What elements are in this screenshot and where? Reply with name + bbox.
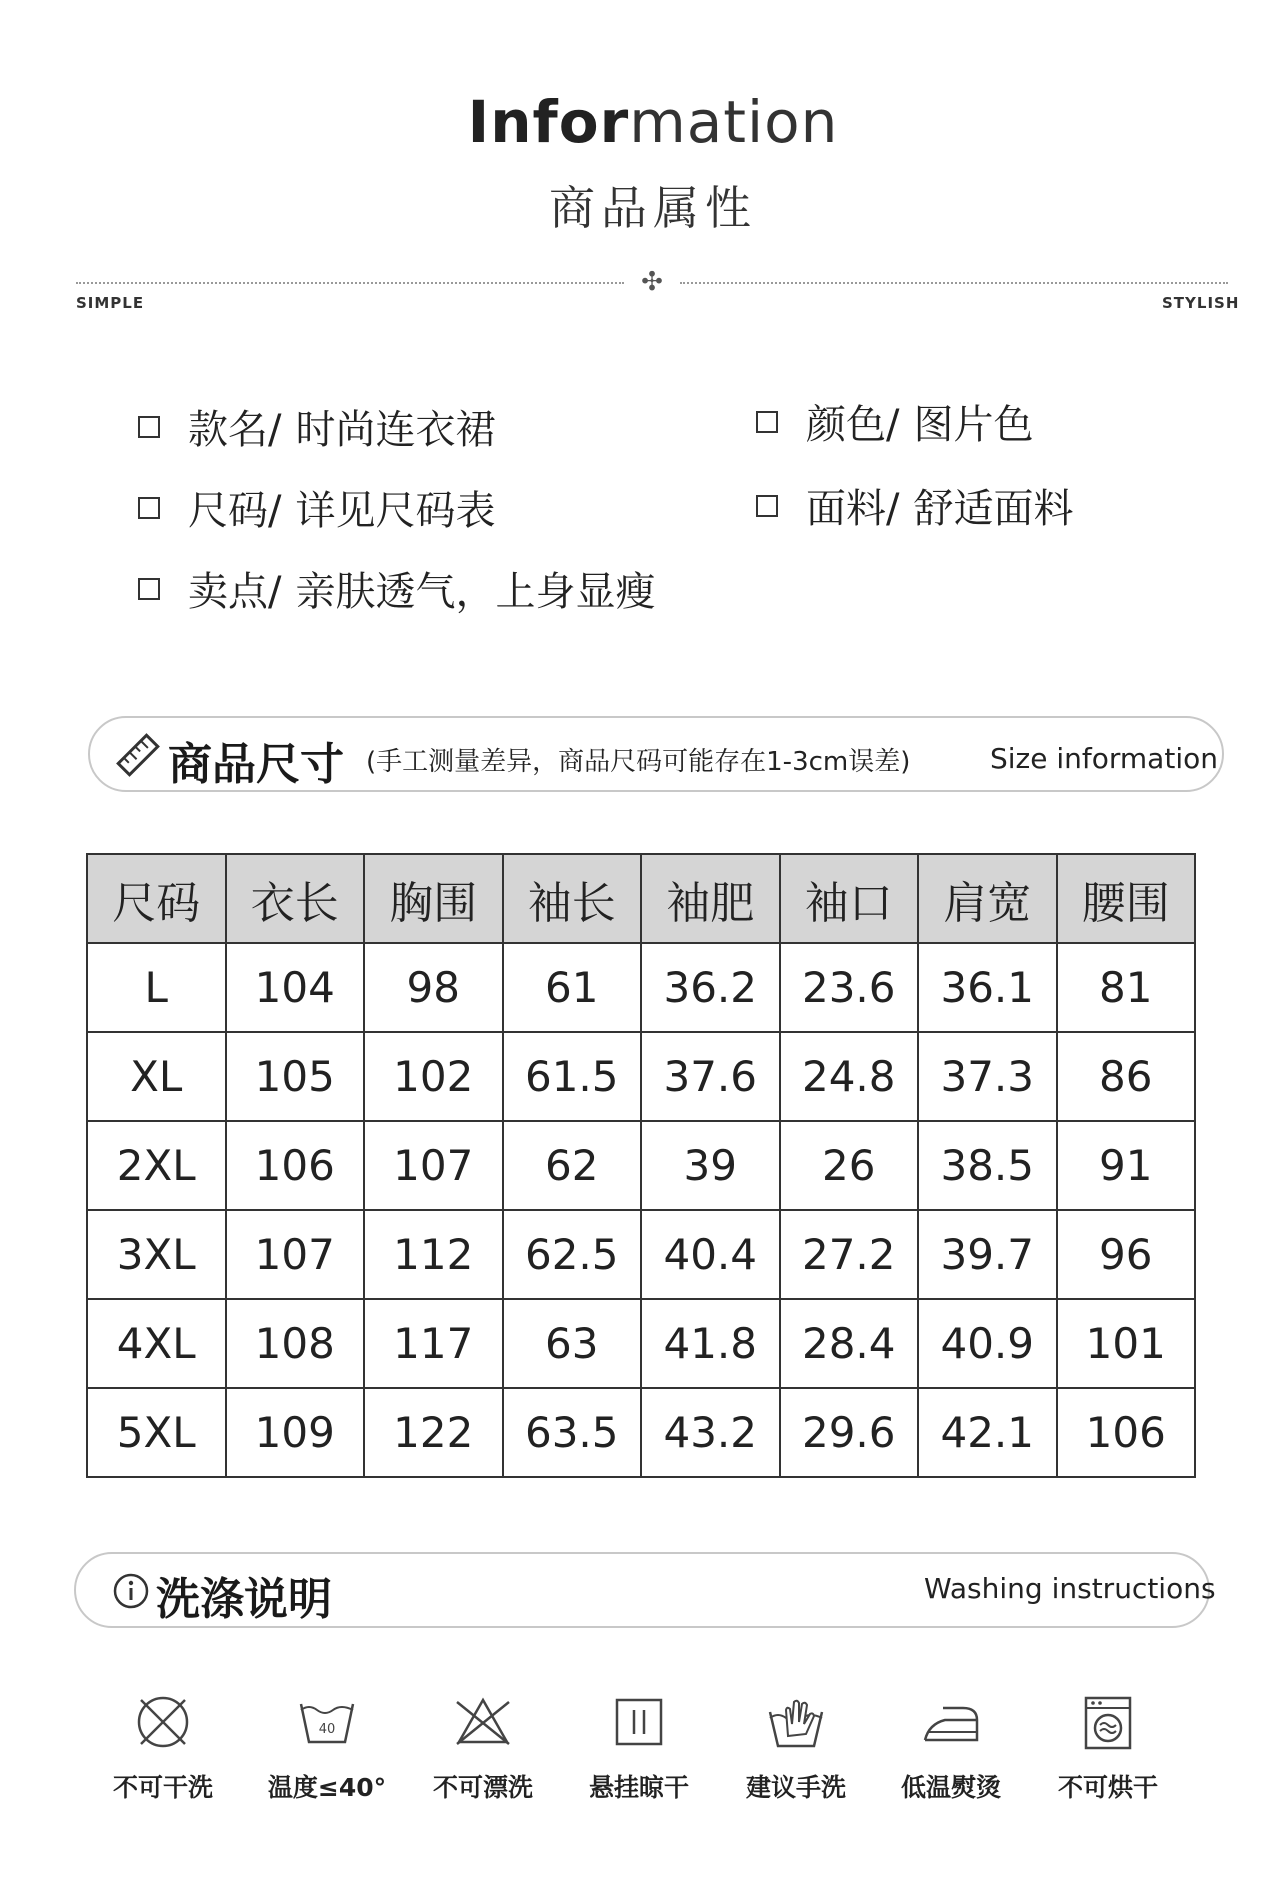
table-cell: 106 <box>226 1121 365 1210</box>
wash-label: 悬挂晾干 <box>588 1773 689 1802</box>
checkbox-icon <box>756 495 778 517</box>
table-cell: 26 <box>780 1121 919 1210</box>
table-cell: 36.2 <box>641 943 780 1032</box>
diamond-cross-icon: ✣ <box>641 267 663 297</box>
wash-item-no-bleach <box>408 1690 558 1804</box>
wash-label: 低温熨烫 <box>900 1773 1001 1802</box>
attr-value: 详见尺码表 <box>295 488 496 534</box>
table-row <box>87 1388 1195 1477</box>
size-section-en-title: Size information <box>990 742 1218 775</box>
table-cell: 98 <box>364 943 503 1032</box>
table-cell: 104 <box>226 943 365 1032</box>
table-cell: 40.9 <box>918 1299 1057 1388</box>
checkbox-icon <box>138 497 160 519</box>
wash-item-hand-wash <box>721 1690 871 1804</box>
table-row <box>87 1210 1195 1299</box>
table-cell: 38.5 <box>918 1121 1057 1210</box>
table-cell: 81 <box>1057 943 1196 1032</box>
table-cell: 27.2 <box>780 1210 919 1299</box>
wash-item-hang-dry <box>564 1690 714 1804</box>
table-cell: 36.1 <box>918 943 1057 1032</box>
header-cell: 袖口 <box>780 854 919 943</box>
table-cell: L <box>87 943 226 1032</box>
attr-style-name <box>138 398 495 455</box>
wash-label: 不可烘干 <box>1057 1773 1158 1802</box>
table-row <box>87 943 1195 1032</box>
header-cell: 袖长 <box>503 854 642 943</box>
divider-right <box>680 282 1228 284</box>
attr-label: 面料/ <box>806 486 900 532</box>
wash-item-no-dry-clean <box>88 1690 238 1804</box>
header-cell: 腰围 <box>1057 854 1196 943</box>
table-cell: 122 <box>364 1388 503 1477</box>
simple-label: SIMPLE <box>76 294 145 312</box>
header-cell: 胸围 <box>364 854 503 943</box>
no-bleach-icon <box>451 1690 515 1754</box>
attr-label: 尺码/ <box>188 488 282 534</box>
table-cell: 61 <box>503 943 642 1032</box>
table-cell: 117 <box>364 1299 503 1388</box>
table-cell: 28.4 <box>780 1299 919 1388</box>
attr-label: 款名/ <box>188 407 282 453</box>
table-cell: 86 <box>1057 1032 1196 1121</box>
wash-40-icon <box>295 1690 359 1754</box>
table-cell: 61.5 <box>503 1032 642 1121</box>
wash-40-badge: 40 <box>318 1722 336 1737</box>
stylish-label: STYLISH <box>1162 294 1240 312</box>
table-cell: 62 <box>503 1121 642 1210</box>
table-cell: 105 <box>226 1032 365 1121</box>
table-cell: 40.4 <box>641 1210 780 1299</box>
table-cell: 96 <box>1057 1210 1196 1299</box>
info-title: Information <box>467 88 839 156</box>
hang-dry-icon <box>607 1690 671 1754</box>
checkbox-icon <box>138 578 160 600</box>
no-dry-clean-icon <box>131 1690 195 1754</box>
table-cell: 39 <box>641 1121 780 1210</box>
table-cell: 108 <box>226 1299 365 1388</box>
table-cell: 43.2 <box>641 1388 780 1477</box>
size-note: (手工测量差异，商品尺码可能存在1-3cm误差) <box>366 747 911 777</box>
hand-wash-icon <box>764 1690 828 1754</box>
wash-section-en-title: Washing instructions <box>924 1572 1216 1605</box>
table-cell: 63.5 <box>503 1388 642 1477</box>
table-cell: 101 <box>1057 1299 1196 1388</box>
table-cell: XL <box>87 1032 226 1121</box>
wash-label: 不可干洗 <box>112 1773 213 1802</box>
wash-section-title: 洗涤说明 <box>156 1574 332 1625</box>
header-cell: 尺码 <box>87 854 226 943</box>
attr-value: 图片色 <box>913 402 1034 448</box>
wash-item-no-tumble-dry <box>1033 1690 1183 1804</box>
table-cell: 62.5 <box>503 1210 642 1299</box>
table-cell: 109 <box>226 1388 365 1477</box>
table-cell: 3XL <box>87 1210 226 1299</box>
table-cell: 42.1 <box>918 1388 1057 1477</box>
attr-value: 时尚连衣裙 <box>295 407 496 453</box>
low-iron-icon <box>919 1690 983 1754</box>
divider-left <box>76 282 624 284</box>
attr-label: 颜色/ <box>806 402 900 448</box>
table-row <box>87 1032 1195 1121</box>
table-cell: 5XL <box>87 1388 226 1477</box>
size-section-title: 商品尺寸 <box>168 739 344 790</box>
table-cell: 107 <box>364 1121 503 1210</box>
header-cell: 衣长 <box>226 854 365 943</box>
checkbox-icon <box>756 411 778 433</box>
info-subtitle: 商品属性 <box>549 181 757 235</box>
table-row <box>87 1121 1195 1210</box>
wash-label: 建议手洗 <box>745 1773 846 1802</box>
table-cell: 112 <box>364 1210 503 1299</box>
table-cell: 2XL <box>87 1121 226 1210</box>
no-tumble-dry-icon <box>1076 1690 1140 1754</box>
attr-value: 亲肤透气，上身显瘦 <box>295 569 656 615</box>
table-cell: 41.8 <box>641 1299 780 1388</box>
table-cell: 39.7 <box>918 1210 1057 1299</box>
table-cell: 91 <box>1057 1121 1196 1210</box>
wash-label: 不可漂洗 <box>432 1773 533 1802</box>
table-cell: 37.3 <box>918 1032 1057 1121</box>
header-cell: 肩宽 <box>918 854 1057 943</box>
table-header-row <box>87 854 1195 943</box>
table-cell: 23.6 <box>780 943 919 1032</box>
table-cell: 29.6 <box>780 1388 919 1477</box>
table-cell: 37.6 <box>641 1032 780 1121</box>
wash-item-40 <box>252 1690 402 1804</box>
table-cell: 24.8 <box>780 1032 919 1121</box>
wash-label: 温度≤40° <box>267 1773 387 1802</box>
table-cell: 102 <box>364 1032 503 1121</box>
attr-fabric <box>756 477 1073 534</box>
attr-label: 卖点/ <box>188 569 282 615</box>
attr-selling-point <box>138 560 655 617</box>
header-cell: 袖肥 <box>641 854 780 943</box>
attr-size <box>138 479 495 536</box>
attr-value: 舒适面料 <box>913 486 1074 532</box>
table-cell: 107 <box>226 1210 365 1299</box>
table-cell: 63 <box>503 1299 642 1388</box>
info-circle-icon <box>112 1572 150 1614</box>
table-cell: 106 <box>1057 1388 1196 1477</box>
attr-color <box>756 393 1033 450</box>
table-cell: 4XL <box>87 1299 226 1388</box>
ruler-icon <box>116 733 160 781</box>
size-table <box>86 853 1196 1478</box>
table-row <box>87 1299 1195 1388</box>
wash-item-low-iron <box>876 1690 1026 1804</box>
checkbox-icon <box>138 416 160 438</box>
